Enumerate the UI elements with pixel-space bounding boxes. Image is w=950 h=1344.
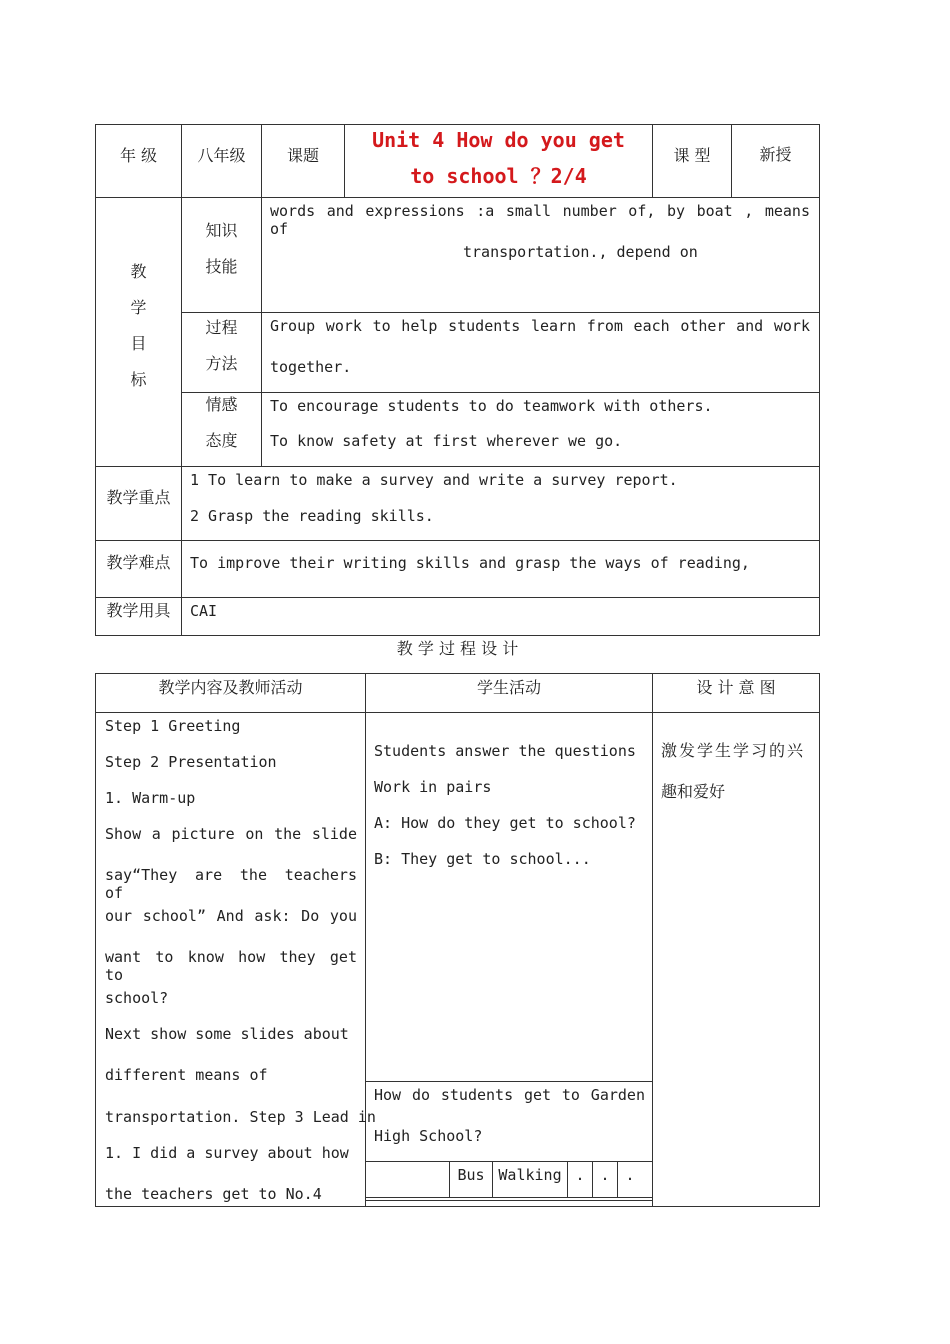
attitude-label: 情感: [205, 395, 238, 414]
table-border: [95, 712, 820, 713]
tools-text: CAI: [190, 602, 218, 620]
key-points-text: 2 Grasp the reading skills.: [190, 507, 434, 525]
student-line: A: How do they get to school?: [374, 814, 636, 832]
table-border: [95, 466, 820, 467]
lesson-title-line-2: to school ？2/4: [410, 164, 587, 188]
attitude-text: To know safety at first wherever we go.: [270, 432, 623, 450]
survey-col-ellipsis: .: [600, 1166, 610, 1184]
teacher-line: Next show some slides about: [105, 1025, 349, 1043]
survey-table-border: [365, 1200, 653, 1201]
process-text: Group work to help students learn from each other and work: [270, 317, 810, 335]
survey-question: High School?: [374, 1127, 483, 1145]
objectives-label-char: 目: [130, 334, 147, 353]
knowledge-label: 技能: [205, 257, 238, 276]
type-label: 课 型: [673, 146, 711, 165]
student-line: Students answer the questions: [374, 742, 636, 760]
grade-value: 八年级: [197, 146, 246, 165]
teacher-line: say“They are the teachers of: [105, 866, 357, 902]
teacher-line: 1. I did a survey about how: [105, 1144, 349, 1162]
table-border: [95, 635, 820, 636]
topic-label: 课题: [286, 146, 319, 165]
teacher-line: 1. Warm-up: [105, 789, 196, 807]
teacher-line: our school” And ask: Do you: [105, 907, 357, 925]
lesson-title-line-1: Unit 4 How do you get: [372, 128, 625, 152]
attitude-label: 态度: [205, 431, 238, 450]
student-line: Work in pairs: [374, 778, 492, 796]
key-points-text: 1 To learn to make a survey and write a survey report.: [190, 471, 678, 489]
process-label: 过程: [205, 318, 238, 337]
table-border: [181, 392, 820, 393]
table-border: [95, 673, 820, 674]
attitude-text: To encourage students to do teamwork with others.: [270, 397, 713, 415]
table-border: [95, 673, 96, 1207]
difficulty-text: To improve their writing skills and grasp the ways of reading,: [190, 554, 750, 572]
process-design-heading: 教 学 过 程 设 计: [396, 639, 519, 658]
teacher-line: want to know how they get to: [105, 948, 357, 984]
teacher-line: transportation. Step 3 Lead in: [105, 1108, 376, 1126]
objectives-label-char: 教: [130, 262, 147, 281]
table-border: [819, 124, 820, 636]
student-line: B: They get to school...: [374, 850, 591, 868]
grade-label: 年 级: [119, 146, 158, 165]
table-border: [95, 124, 820, 125]
objectives-label-char: 标: [130, 370, 147, 389]
survey-question: How do students get to Garden: [374, 1086, 645, 1104]
design-intent-text: 趣和爱好: [661, 782, 726, 801]
table-border: [95, 1206, 820, 1207]
table-border: [181, 124, 182, 636]
student-activity-header: 学生活动: [476, 678, 541, 697]
survey-table-border: [365, 1197, 653, 1198]
teacher-activity-header: 教学内容及教师活动: [158, 678, 303, 697]
knowledge-text: words and expressions :a small number of, by boat , means of: [270, 202, 810, 238]
survey-col-bus: Bus: [457, 1166, 485, 1184]
type-value: 新授: [759, 145, 792, 164]
knowledge-text: transportation., depend on: [463, 243, 698, 261]
survey-table-border: [365, 1081, 653, 1082]
table-border: [819, 673, 820, 1207]
teacher-line: Step 1 Greeting: [105, 717, 241, 735]
survey-col-ellipsis: .: [625, 1166, 635, 1184]
knowledge-label: 知识: [205, 221, 238, 240]
tools-label: 教学用具: [106, 601, 171, 620]
teacher-line: school?: [105, 989, 169, 1007]
table-border: [652, 673, 653, 1207]
table-border: [181, 312, 820, 313]
teacher-line: Show a picture on the slide: [105, 825, 357, 843]
process-text: together.: [270, 358, 352, 376]
teacher-line: Step 2 Presentation: [105, 753, 277, 771]
design-intent-text: 激发学生学习的兴: [661, 741, 806, 760]
key-points-label: 教学重点: [106, 488, 171, 507]
table-border: [365, 673, 366, 1207]
design-intent-header: 设 计 意 图: [696, 678, 776, 697]
process-label: 方法: [205, 354, 238, 373]
survey-col-walking: Walking: [498, 1166, 562, 1184]
difficulty-label: 教学难点: [106, 553, 171, 572]
objectives-label-char: 学: [130, 298, 147, 317]
table-border: [95, 597, 820, 598]
table-border: [95, 197, 820, 198]
table-border: [261, 124, 262, 467]
survey-col-ellipsis: .: [575, 1166, 585, 1184]
survey-table-border: [365, 1161, 653, 1162]
teacher-line: the teachers get to No.4: [105, 1185, 322, 1203]
table-border: [95, 540, 820, 541]
teacher-line: different means of: [105, 1066, 268, 1084]
